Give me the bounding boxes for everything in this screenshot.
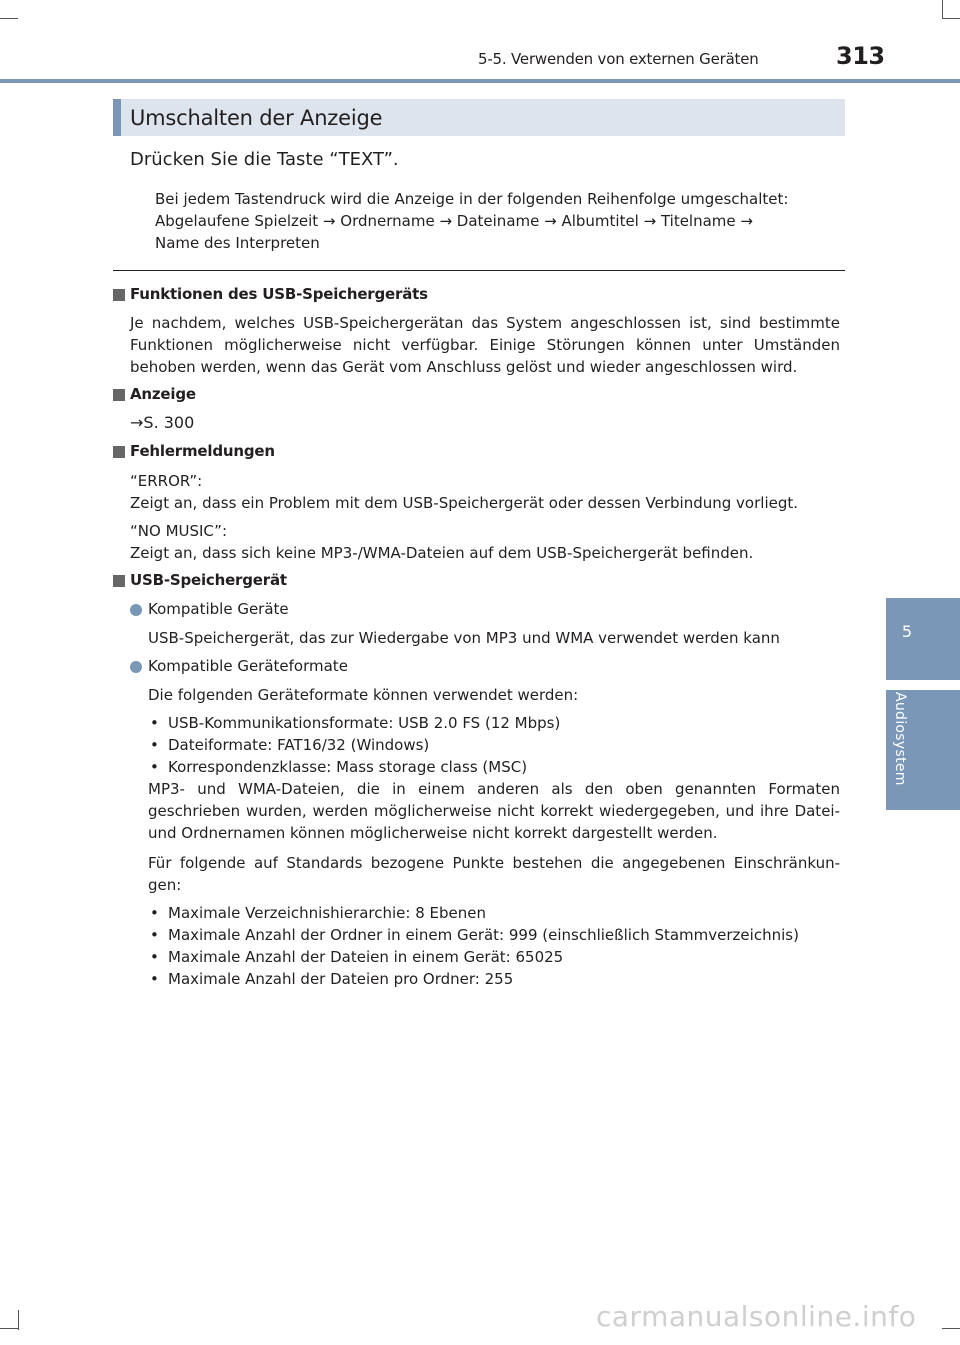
subtopic-text: Die folgenden Geräteformate können verwendet werden: [148, 686, 579, 704]
error-code: “NO MUSIC”: [130, 522, 228, 540]
step-note-line: Bei jedem Tastendruck wird die Anzeige in der folgenden Reihenfolge umgeschaltet: [155, 190, 789, 208]
crop-mark [18, 1310, 19, 1330]
section-title: Umschalten der Anzeige [130, 106, 383, 130]
chapter-tab-label: Audiosystem [892, 692, 908, 786]
bullet-dot: • [150, 736, 159, 754]
bullet-dot: • [150, 970, 159, 988]
topic-heading-errors: Fehlermeldungen [130, 442, 275, 460]
bullet-dot: • [150, 948, 159, 966]
header-section-title: 5-5. Verwenden von externen Geräten [478, 50, 759, 68]
format-note: MP3- und WMA-Dateien, die in einem anderen als den oben genannten Formaten geschrieben wurden, werden möglicherweise nicht korrekt wiedergegeben, und ihre Datei- und Ordnernamen können möglicherweise nicht korrekt dargestellt werden. [148, 780, 840, 842]
limit-item: Maximale Verzeichnishierarchie: 8 Ebenen [168, 904, 487, 922]
limit-item: Maximale Anzahl der Ordner in einem Gerät: 999 (einschließlich Stammverzeichnis) [168, 926, 799, 944]
crop-mark [942, 18, 960, 19]
step-note [155, 188, 825, 254]
error-description: Zeigt an, dass ein Problem mit dem USB-Speichergerät oder dessen Verbindung vorliegt. [130, 494, 799, 512]
error-description: Zeigt an, dass sich keine MP3-/WMA-Dateien auf dem USB-Speichergerät befinden. [130, 544, 754, 562]
crop-mark [0, 18, 18, 19]
square-bullet-icon [113, 575, 125, 587]
chapter-tab-label-box [886, 690, 960, 810]
error-code: “ERROR”: [130, 472, 203, 490]
topic-heading-display: Anzeige [130, 385, 196, 403]
crop-mark [942, 1328, 960, 1329]
crop-mark [0, 1328, 18, 1329]
bullet-dot: • [150, 926, 159, 944]
page-number: 313 [836, 42, 885, 70]
header-rule [0, 79, 960, 83]
format-item: Dateiformate: FAT16/32 (Windows) [168, 736, 430, 754]
topic-heading-usb: USB-Speichergerät [130, 571, 287, 589]
bullet-dot: • [150, 758, 159, 776]
section-heading-bar [113, 99, 121, 136]
subtopic-title: Kompatible Geräteformate [148, 657, 348, 675]
step-note-line: Abgelaufene Spielzeit → Ordnername → Dateiname → Albumtitel → Titelname → [155, 212, 753, 230]
square-bullet-icon [113, 389, 125, 401]
bullet-dot: • [150, 904, 159, 922]
round-bullet-icon [130, 661, 142, 673]
limits-intro: Für folgende auf Standards bezogene Punkte bestehen die angegebenen Einschränkun-gen: [148, 854, 840, 894]
limit-item: Maximale Anzahl der Dateien in einem Gerät: 65025 [168, 948, 564, 966]
footer-watermark: carmanualsonline.info [596, 1300, 917, 1333]
subtopic-text: USB-Speichergerät, das zur Wiedergabe von MP3 und WMA verwendet werden kann [148, 629, 780, 647]
step-note-line: Name des Interpreten [155, 234, 320, 252]
crop-mark [942, 0, 943, 18]
bullet-dot: • [150, 714, 159, 732]
limit-item: Maximale Anzahl der Dateien pro Ordner: 255 [168, 970, 514, 988]
square-bullet-icon [113, 446, 125, 458]
page-reference: →S. 300 [130, 413, 195, 432]
subtopic-title: Kompatible Geräte [148, 600, 289, 618]
chapter-tab-number: 5 [901, 622, 913, 641]
round-bullet-icon [130, 604, 142, 616]
format-item: USB-Kommunikationsformate: USB 2.0 FS (12 Mbps) [168, 714, 561, 732]
format-item: Korrespondenzklasse: Mass storage class (MSC) [168, 758, 528, 776]
topic-text-functions: Je nachdem, welches USB-Speichergerätan das System angeschlossen ist, sind bestimmte Funktionen möglicherweise nicht verfügbar. Einige Störungen können unter Umständen behoben werden, wenn das Gerät vom Anschluss gelöst und wieder angeschlossen wird. [130, 314, 840, 376]
topic-heading-functions: Funktionen des USB-Speichergeräts [130, 285, 428, 303]
square-bullet-icon [113, 289, 125, 301]
step-instruction: Drücken Sie die Taste “TEXT”. [130, 149, 399, 170]
section-divider [113, 270, 845, 271]
